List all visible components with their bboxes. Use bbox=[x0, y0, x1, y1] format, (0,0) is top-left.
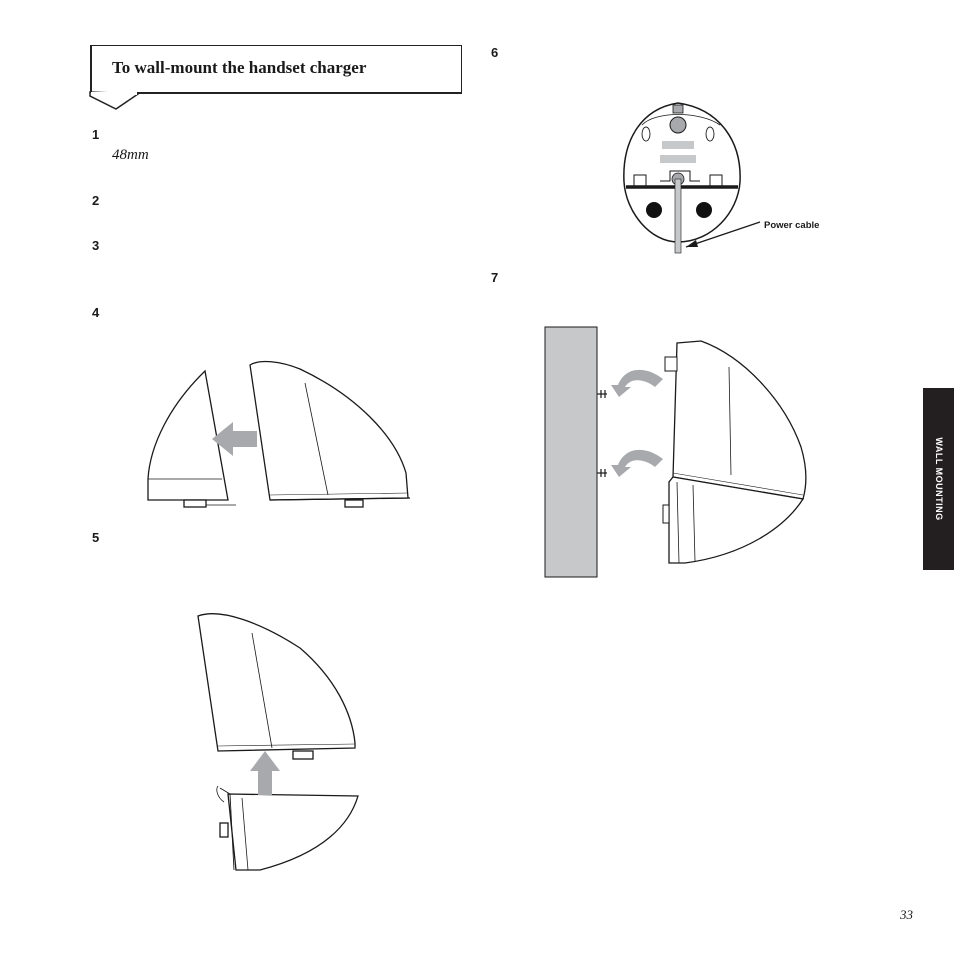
curved-arrow-lower-icon bbox=[611, 450, 663, 477]
figure-attach-bracket bbox=[190, 608, 370, 880]
step-1-measurement: 48mm bbox=[112, 147, 149, 163]
step-number-3: 3 bbox=[92, 238, 100, 253]
side-tab-label: WALL MOUNTING bbox=[933, 437, 944, 521]
figure-base-power-cable bbox=[620, 97, 770, 257]
figure-remove-bracket bbox=[140, 355, 420, 515]
figure-wall-mount bbox=[545, 327, 815, 582]
step-number-5: 5 bbox=[92, 530, 100, 545]
curved-arrow-upper-icon bbox=[611, 370, 663, 397]
step-number-6: 6 bbox=[491, 45, 499, 60]
power-cable-label: Power cable bbox=[764, 220, 820, 231]
section-side-tab bbox=[923, 388, 954, 570]
step-number-4: 4 bbox=[92, 305, 100, 320]
section-title: To wall-mount the handset charger bbox=[112, 58, 367, 77]
page-number: 33 bbox=[900, 907, 913, 922]
step-number-1: 1 bbox=[92, 127, 100, 142]
wall-section bbox=[545, 327, 597, 577]
heading-box-tail bbox=[88, 92, 148, 112]
step-number-7: 7 bbox=[491, 270, 499, 285]
arrow-up-icon bbox=[250, 751, 280, 795]
step-number-2: 2 bbox=[92, 193, 100, 208]
